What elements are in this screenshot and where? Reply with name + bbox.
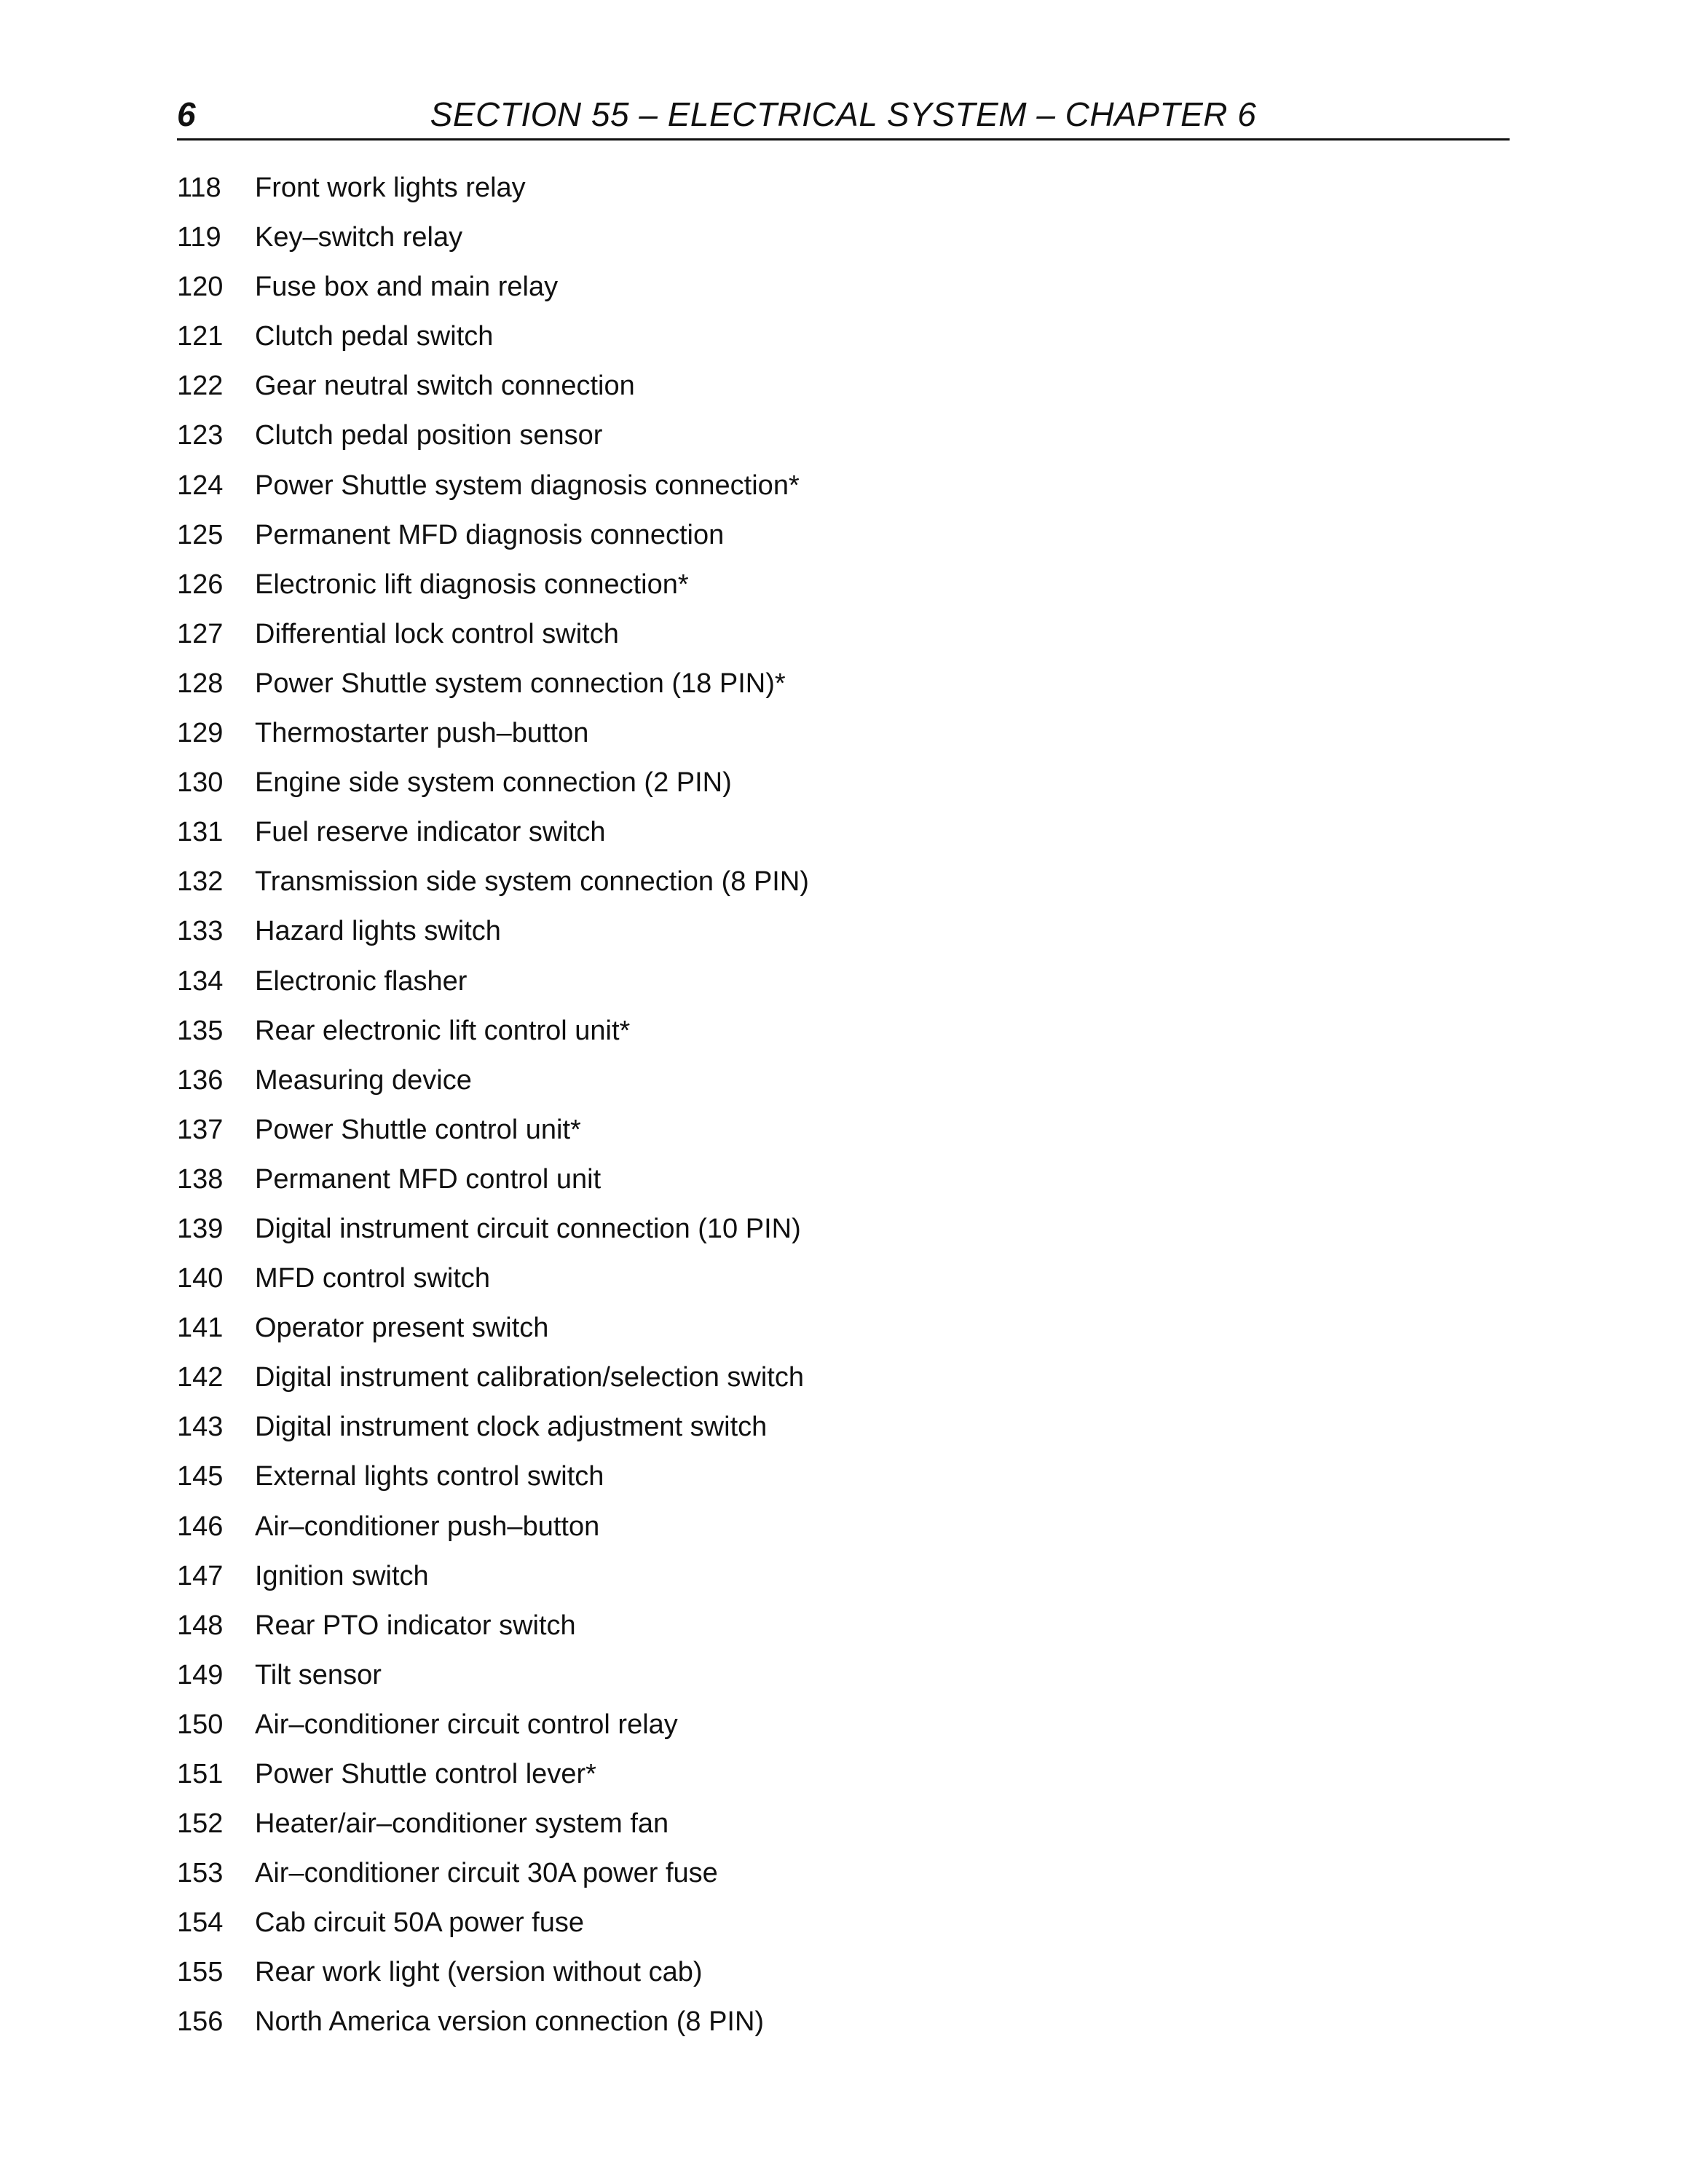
item-description: Transmission side system connection (8 PIN)	[255, 866, 809, 898]
legend-item	[177, 269, 1510, 319]
legend-item	[177, 1955, 1510, 2004]
item-number: 143	[177, 1412, 224, 1443]
item-description: MFD control switch	[255, 1263, 491, 1294]
legend-item	[177, 170, 1510, 220]
legend-item	[177, 1707, 1510, 1757]
item-description: Measuring device	[255, 1064, 472, 1096]
item-description: Power Shuttle control lever*	[255, 1759, 596, 1789]
item-number: 133	[177, 916, 224, 947]
item-number: 128	[177, 668, 224, 699]
legend-item	[177, 964, 1510, 1013]
legend-item	[177, 1608, 1510, 1658]
item-description: Electronic flasher	[255, 965, 468, 997]
page-number: 6	[177, 95, 196, 133]
item-description: Ignition switch	[255, 1560, 429, 1591]
section-title: SECTION 55 – ELECTRICAL SYSTEM – CHAPTER 6	[430, 95, 1257, 133]
legend-item	[177, 914, 1510, 963]
legend-item	[177, 1658, 1510, 1707]
legend-item	[177, 1360, 1510, 1409]
item-number: 130	[177, 767, 224, 799]
legend-item	[177, 1261, 1510, 1310]
item-number: 147	[177, 1560, 224, 1591]
item-number: 155	[177, 1957, 224, 1988]
item-description: Air–conditioner push–button	[255, 1511, 600, 1542]
legend-item	[177, 864, 1510, 914]
legend-item	[177, 1112, 1510, 1162]
item-number: 139	[177, 1213, 224, 1244]
item-number: 149	[177, 1659, 224, 1690]
item-number: 119	[177, 222, 221, 253]
legend-item	[177, 319, 1510, 368]
item-number: 138	[177, 1163, 224, 1195]
legend-item	[177, 1559, 1510, 1608]
component-legend-list	[177, 170, 1510, 2054]
legend-item	[177, 468, 1510, 518]
legend-item	[177, 1459, 1510, 1508]
legend-item	[177, 567, 1510, 617]
item-number: 120	[177, 272, 224, 303]
item-description: Electronic lift diagnosis connection*	[255, 569, 689, 600]
item-description: North America version connection (8 PIN)	[255, 2006, 765, 2038]
item-number: 125	[177, 519, 224, 550]
legend-item	[177, 1310, 1510, 1360]
item-description: Rear electronic lift control unit*	[255, 1015, 631, 1046]
item-description: Hazard lights switch	[255, 916, 501, 947]
item-number: 123	[177, 420, 224, 451]
item-number: 121	[177, 321, 224, 352]
item-description: Air–conditioner circuit 30A power fuse	[255, 1858, 718, 1889]
item-description: Power Shuttle control unit*	[255, 1114, 581, 1145]
item-number: 131	[177, 817, 224, 848]
item-description: Permanent MFD diagnosis connection	[255, 519, 725, 550]
item-number: 140	[177, 1263, 224, 1294]
legend-item	[177, 765, 1510, 815]
legend-item	[177, 1905, 1510, 1955]
item-number: 126	[177, 569, 224, 600]
legend-item	[177, 716, 1510, 765]
item-description: Front work lights relay	[255, 173, 526, 203]
item-description: External lights control switch	[255, 1461, 604, 1492]
item-description: Digital instrument clock adjustment switch	[255, 1412, 768, 1443]
item-description: Thermostarter push–button	[255, 718, 589, 749]
item-number: 127	[177, 618, 224, 649]
legend-item	[177, 1806, 1510, 1856]
legend-item	[177, 1856, 1510, 1905]
legend-item	[177, 1063, 1510, 1112]
item-description: Cab circuit 50A power fuse	[255, 1907, 585, 1939]
item-number: 129	[177, 718, 224, 749]
item-number: 154	[177, 1907, 224, 1939]
item-description: Fuse box and main relay	[255, 272, 559, 303]
item-description: Tilt sensor	[255, 1659, 382, 1690]
legend-item	[177, 1409, 1510, 1459]
item-number: 135	[177, 1015, 224, 1046]
item-description: Differential lock control switch	[255, 618, 619, 649]
item-number: 151	[177, 1759, 224, 1789]
legend-item	[177, 2004, 1510, 2054]
item-description: Operator present switch	[255, 1313, 549, 1344]
legend-item	[177, 1013, 1510, 1063]
item-description: Air–conditioner circuit control relay	[255, 1709, 678, 1740]
legend-item	[177, 368, 1510, 418]
legend-item	[177, 815, 1510, 864]
item-description: Heater/air–conditioner system fan	[255, 1808, 669, 1840]
item-number: 141	[177, 1313, 224, 1344]
item-number: 122	[177, 371, 224, 402]
page-header	[177, 89, 1510, 141]
item-number: 156	[177, 2006, 224, 2038]
item-number: 148	[177, 1610, 224, 1641]
item-description: Permanent MFD control unit	[255, 1163, 602, 1195]
legend-item	[177, 1757, 1510, 1806]
legend-item	[177, 418, 1510, 467]
item-description: Fuel reserve indicator switch	[255, 817, 606, 848]
item-description: Digital instrument calibration/selection switch	[255, 1362, 804, 1393]
item-description: Rear PTO indicator switch	[255, 1610, 576, 1641]
item-number: 142	[177, 1362, 224, 1393]
item-description: Gear neutral switch connection	[255, 371, 635, 402]
item-description: Power Shuttle system diagnosis connection*	[255, 470, 800, 501]
item-description: Power Shuttle system connection (18 PIN)*	[255, 668, 786, 699]
item-number: 146	[177, 1511, 224, 1542]
item-description: Key–switch relay	[255, 222, 463, 253]
item-number: 134	[177, 965, 224, 997]
item-description: Digital instrument circuit connection (10 PIN)	[255, 1213, 801, 1244]
legend-item	[177, 1509, 1510, 1559]
legend-item	[177, 1211, 1510, 1261]
item-number: 124	[177, 470, 224, 501]
item-number: 132	[177, 866, 224, 898]
item-description: Clutch pedal position sensor	[255, 420, 603, 451]
legend-item	[177, 518, 1510, 567]
item-number: 152	[177, 1808, 224, 1840]
item-description: Engine side system connection (2 PIN)	[255, 767, 732, 799]
item-number: 145	[177, 1461, 224, 1492]
item-number: 118	[177, 173, 221, 203]
item-number: 150	[177, 1709, 224, 1740]
item-description: Rear work light (version without cab)	[255, 1957, 703, 1988]
legend-item	[177, 617, 1510, 666]
legend-item	[177, 666, 1510, 716]
legend-item	[177, 220, 1510, 269]
item-number: 136	[177, 1064, 224, 1096]
item-number: 153	[177, 1858, 224, 1889]
item-description: Clutch pedal switch	[255, 321, 494, 352]
item-number: 137	[177, 1114, 224, 1145]
legend-item	[177, 1162, 1510, 1211]
